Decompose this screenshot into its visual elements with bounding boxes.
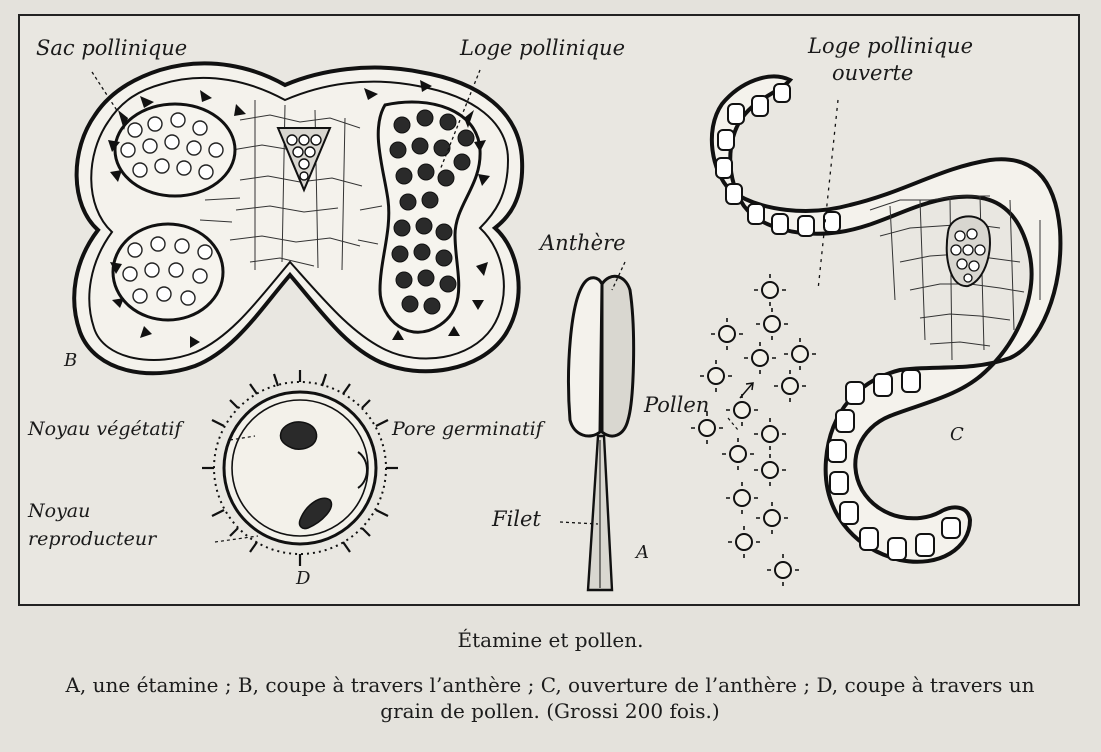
letter-c: C: [950, 424, 964, 445]
letter-a: A: [636, 542, 649, 563]
anther-cross-section-b: [74, 63, 522, 373]
label-loge-ouverte-line1: Loge pollinique: [808, 34, 974, 58]
label-noyau-reproducteur-line2: reproducteur: [28, 528, 157, 550]
label-pollen: Pollen: [644, 393, 710, 417]
opened-anther-outline: [712, 76, 1061, 561]
opened-anther-c: [712, 76, 1061, 561]
label-noyau-vegetatif: Noyau végétatif: [28, 418, 182, 440]
vegetative-nucleus: [280, 422, 316, 449]
label-noyau-reproducteur-line1: Noyau: [28, 500, 91, 522]
fibrous-cells-c: [716, 84, 960, 560]
caption-title: Étamine et pollen.: [457, 628, 644, 652]
letter-b: B: [64, 350, 78, 371]
label-pore-germinatif: Pore germinatif: [392, 418, 543, 440]
caption-text: A, une étamine ; B, coupe à travers l’anthère ; C, ouverture de l’anthère ; D, coupe à travers un grain de pollen. (Grossi 200 fois.): [65, 673, 1035, 723]
label-sac-pollinique: Sac pollinique: [36, 36, 188, 60]
letter-d: D: [296, 568, 311, 589]
loose-pollen-grains: [699, 282, 808, 578]
anther-lobe-left: [569, 278, 602, 436]
label-anthere: Anthère: [540, 231, 626, 255]
label-filet: Filet: [492, 507, 541, 531]
pollen-grain-section-d: [202, 370, 398, 566]
label-loge-pollinique: Loge pollinique: [460, 36, 626, 60]
label-loge-ouverte-line2: ouverte: [832, 61, 914, 85]
anther-lobe-right: [602, 276, 634, 436]
stamen-a: [560, 262, 634, 590]
